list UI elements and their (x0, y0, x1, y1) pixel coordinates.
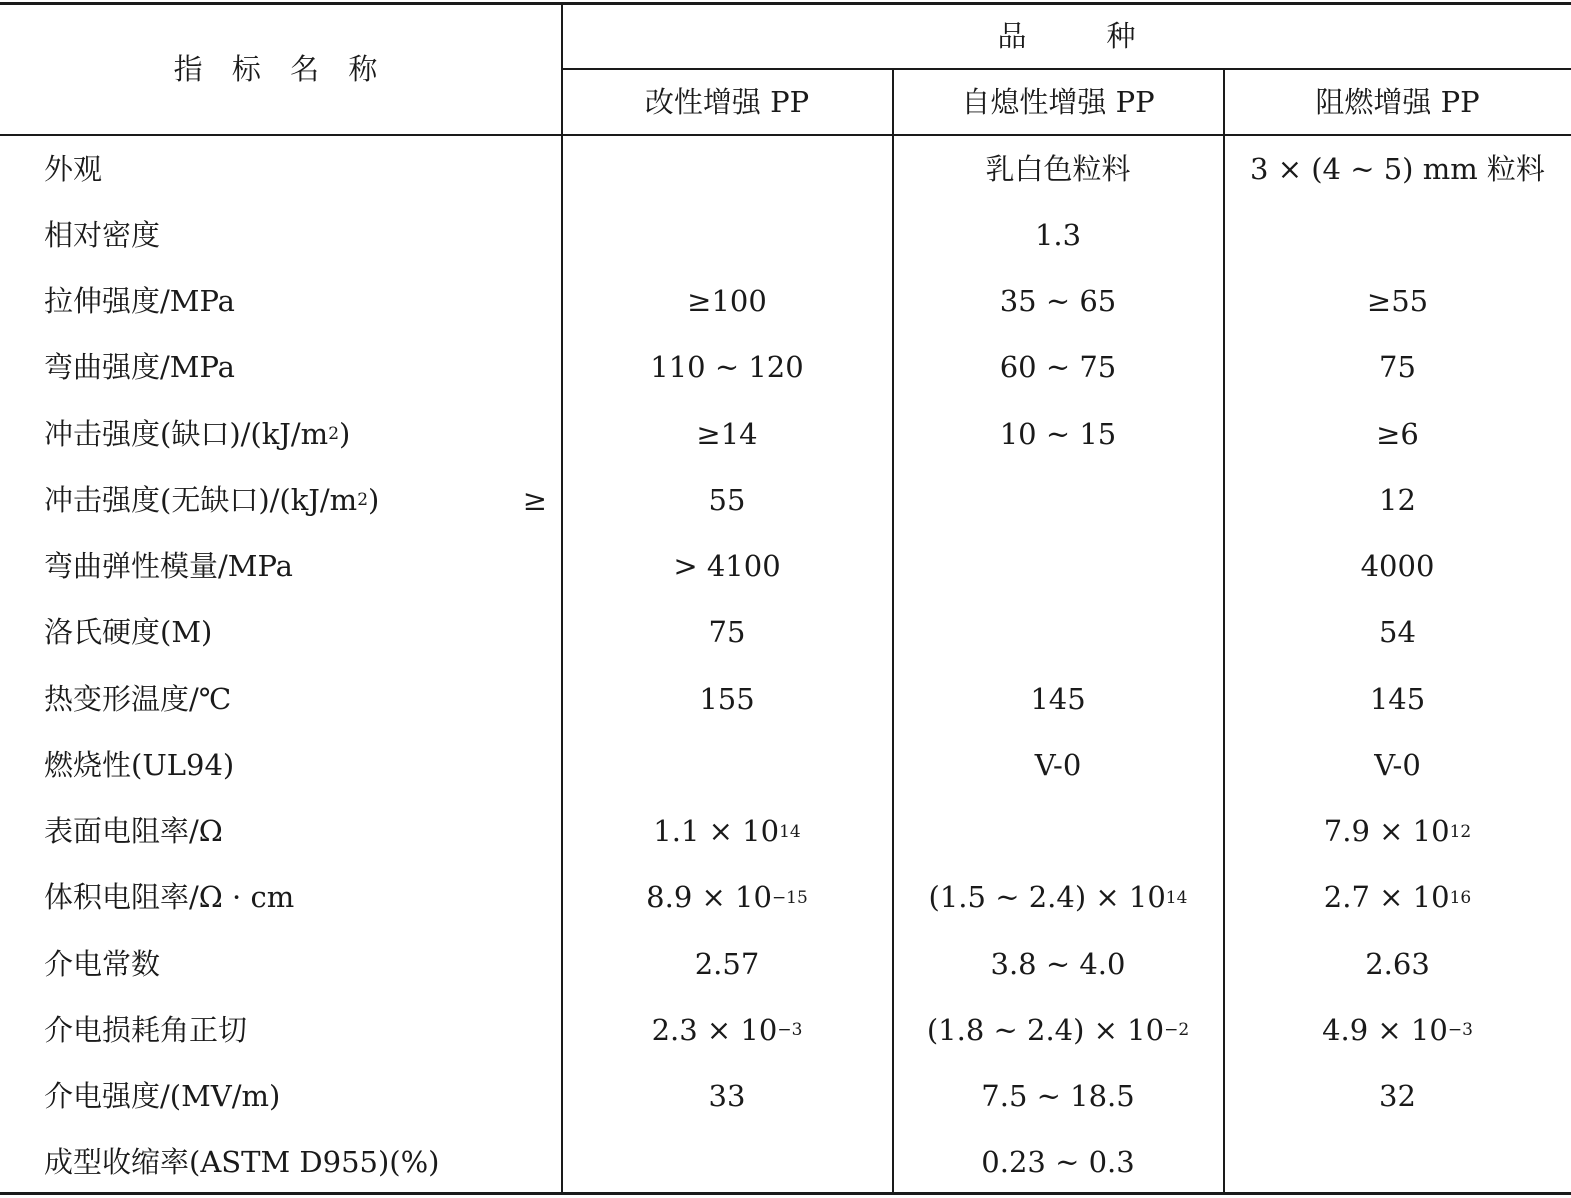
table-row-label (0, 335, 561, 401)
table-row-label (0, 202, 561, 268)
cell-value-col-1: 33 (708, 1079, 746, 1114)
table-cell-col-2 (893, 401, 1223, 467)
row-label-text: 拉伸强度/MPa (44, 284, 235, 319)
table-cell-col-1 (562, 269, 892, 335)
row-label-text: 介电常数 (44, 946, 161, 981)
table-row-label (0, 931, 561, 997)
row-label-text: 相对密度 (44, 217, 161, 252)
row-label-text: 弯曲弹性模量/MPa (44, 549, 293, 584)
table-cell-col-3 (1224, 269, 1571, 335)
cell-value-col-1: 8.9 × 10 (646, 880, 772, 915)
table-row-label (0, 1064, 561, 1130)
table-cell-col-1 (562, 931, 892, 997)
table-cell-col-2 (893, 467, 1223, 533)
cell-value-col-2: 3.8 ~ 4.0 (990, 946, 1126, 981)
table-row-label (0, 600, 561, 666)
cell-value-col-2: V-0 (1034, 747, 1082, 782)
cell-value-col-2: 7.5 ~ 18.5 (981, 1079, 1135, 1114)
table-cell-col-1 (562, 335, 892, 401)
table-cell-col-2 (893, 666, 1223, 732)
row-label-text: 表面电阻率/Ω (44, 814, 223, 849)
header-col-1-text: 改性增强 PP (644, 84, 810, 119)
cell-value-col-1: 155 (699, 681, 755, 716)
table-cell-col-1: 2.3 × 10 −3 (651, 1012, 803, 1047)
table-cell-col-3 (1224, 1130, 1571, 1196)
cell-value-col-3: 32 (1379, 1079, 1416, 1114)
table-cell-col-1 (562, 534, 892, 600)
cell-value-col-2: 60 ~ 75 (999, 350, 1117, 385)
row-label-text: 洛氏硬度(M) (44, 615, 213, 650)
cell-value-col-2: 0.23 ~ 0.3 (981, 1145, 1135, 1180)
row-label-text: 冲击强度(缺口)/(kJ/m (44, 416, 329, 451)
cell-value-col-1: 2.3 × 10 (651, 1012, 778, 1047)
cell-value-col-3: 7.9 × 10 (1323, 814, 1450, 849)
cell-value-col-1: 110 ~ 120 (650, 350, 804, 385)
cell-value-col-3: 4000 (1360, 549, 1435, 584)
table-cell-col-2 (893, 534, 1223, 600)
table-row-label (0, 269, 561, 335)
cell-value-col-2: 1.3 (1034, 217, 1082, 252)
header-index-name-text: 指 标 名 称 (173, 52, 388, 86)
table-cell-col-1 (562, 600, 892, 666)
table-cell-col-1: 1.1 × 10 14 (653, 814, 801, 849)
cell-value-col-2: 35 ~ 65 (999, 284, 1117, 319)
table-cell-col-2 (893, 136, 1223, 202)
header-varieties (562, 5, 1571, 68)
table-cell-col-2 (893, 931, 1223, 997)
cell-value-col-3: 54 (1379, 615, 1416, 650)
cell-value-col-1: 1.1 × 10 (653, 814, 780, 849)
table-cell-col-3 (1224, 202, 1571, 268)
header-col-2-text: 自熄性增强 PP (961, 84, 1155, 119)
table-cell-col-3 (1224, 1064, 1571, 1130)
table-cell-col-2 (893, 732, 1223, 798)
table-cell-col-3 (1224, 467, 1571, 533)
table-cell-col-1 (562, 202, 892, 268)
row-label-text: 热变形温度/℃ (44, 681, 232, 716)
header-col-3 (1224, 70, 1571, 134)
table-row-label: 冲击强度(缺口)/(kJ/m 2 ) (44, 416, 351, 451)
header-varieties-text: 品种 (997, 19, 1216, 53)
row-label-text: 外观 (44, 151, 103, 186)
table-cell-col-2 (893, 600, 1223, 666)
table-cell-col-1 (562, 467, 892, 533)
table-row-label (0, 799, 561, 865)
table-cell-col-1 (562, 1130, 892, 1196)
table-cell-col-1 (562, 1064, 892, 1130)
row-label-tail: ) (368, 482, 380, 517)
cell-value-col-3: V-0 (1374, 747, 1421, 782)
row-label-text: 弯曲强度/MPa (44, 350, 235, 385)
header-col-3-text: 阻燃增强 PP (1315, 84, 1480, 119)
table-row-label (0, 666, 561, 732)
cell-value-col-3: 145 (1369, 681, 1426, 716)
header-index-name (0, 5, 561, 134)
table-cell-col-3: 2.7 × 10 16 (1323, 880, 1472, 915)
row-label-text: 成型收缩率(ASTM D955)(%) (44, 1145, 440, 1180)
row-label-text: 体积电阻率/Ω · cm (44, 880, 295, 915)
row-label-suffix: ≥ (522, 482, 547, 517)
table-cell-col-2 (893, 1130, 1223, 1196)
table-cell-col-3 (1224, 600, 1571, 666)
cell-value-col-1: ≥14 (696, 416, 758, 451)
header-col-2 (893, 70, 1223, 134)
table-cell-col-3 (1224, 534, 1571, 600)
cell-value-col-3: 4.9 × 10 (1322, 1012, 1448, 1047)
cell-value-col-2: 145 (1030, 681, 1086, 716)
header-col-1 (562, 70, 892, 134)
table-cell-col-3 (1224, 666, 1571, 732)
table-row-label (0, 136, 561, 202)
table-cell-col-3: 7.9 × 10 12 (1323, 814, 1472, 849)
row-label-text: 冲击强度(无缺口)/(kJ/m (44, 482, 358, 517)
cell-value-col-3: 2.63 (1365, 946, 1430, 981)
table-cell-col-1 (562, 401, 892, 467)
table-cell-col-2 (893, 335, 1223, 401)
cell-value-col-1: 2.57 (694, 946, 760, 981)
table-row-label (0, 732, 561, 798)
table-cell-col-3 (1224, 401, 1571, 467)
cell-value-col-3: 12 (1379, 482, 1416, 517)
cell-value-col-1: > 4100 (673, 549, 781, 584)
table-cell-col-2 (893, 202, 1223, 268)
cell-value-col-3: ≥55 (1366, 284, 1429, 319)
row-label-tail: ) (339, 416, 351, 451)
table-cell-col-2: (1.8 ~ 2.4) × 10 −2 (926, 1012, 1190, 1047)
table-cell-col-2 (893, 799, 1223, 865)
table-cell-col-3: 4.9 × 10 −3 (1322, 1012, 1473, 1047)
table-row-label (0, 534, 561, 600)
cell-value-col-3: 2.7 × 10 (1323, 880, 1450, 915)
table-cell-col-2 (893, 1064, 1223, 1130)
cell-value-col-2: (1.8 ~ 2.4) × 10 (926, 1012, 1165, 1047)
table-cell-col-3 (1224, 335, 1571, 401)
table-cell-col-1 (562, 136, 892, 202)
row-label-text: 介电损耗角正切 (44, 1012, 248, 1047)
table-row-label (0, 1130, 561, 1196)
cell-value-col-1: ≥100 (687, 284, 767, 319)
table-cell-col-2 (893, 269, 1223, 335)
table-cell-col-1 (562, 732, 892, 798)
row-label-text: 介电强度/(MV/m) (44, 1079, 281, 1114)
table-row-label: 冲击强度(无缺口)/(kJ/m 2 ) ≥ (44, 482, 547, 517)
cell-value-col-2: (1.5 ~ 2.4) × 10 (928, 880, 1166, 915)
cell-value-col-3: 3 × (4 ~ 5) mm 粒料 (1250, 151, 1545, 186)
cell-value-col-1: 75 (708, 615, 746, 650)
cell-value-col-3: ≥6 (1376, 416, 1419, 451)
table-cell-col-3 (1224, 931, 1571, 997)
table-cell-col-3 (1224, 136, 1571, 202)
table-cell-col-1: 8.9 × 10 −15 (646, 880, 808, 915)
table-cell-col-1 (562, 666, 892, 732)
table-row-label (0, 865, 561, 931)
row-label-text: 燃烧性(UL94) (44, 747, 235, 782)
table-cell-col-2: (1.5 ~ 2.4) × 10 14 (928, 880, 1188, 915)
cell-value-col-1: 55 (708, 482, 746, 517)
table-row-label (0, 997, 561, 1063)
cell-value-col-2: 乳白色粒料 (985, 151, 1131, 186)
cell-value-col-3: 75 (1379, 350, 1416, 385)
table-cell-col-3 (1224, 732, 1571, 798)
cell-value-col-2: 10 ~ 15 (999, 416, 1117, 451)
